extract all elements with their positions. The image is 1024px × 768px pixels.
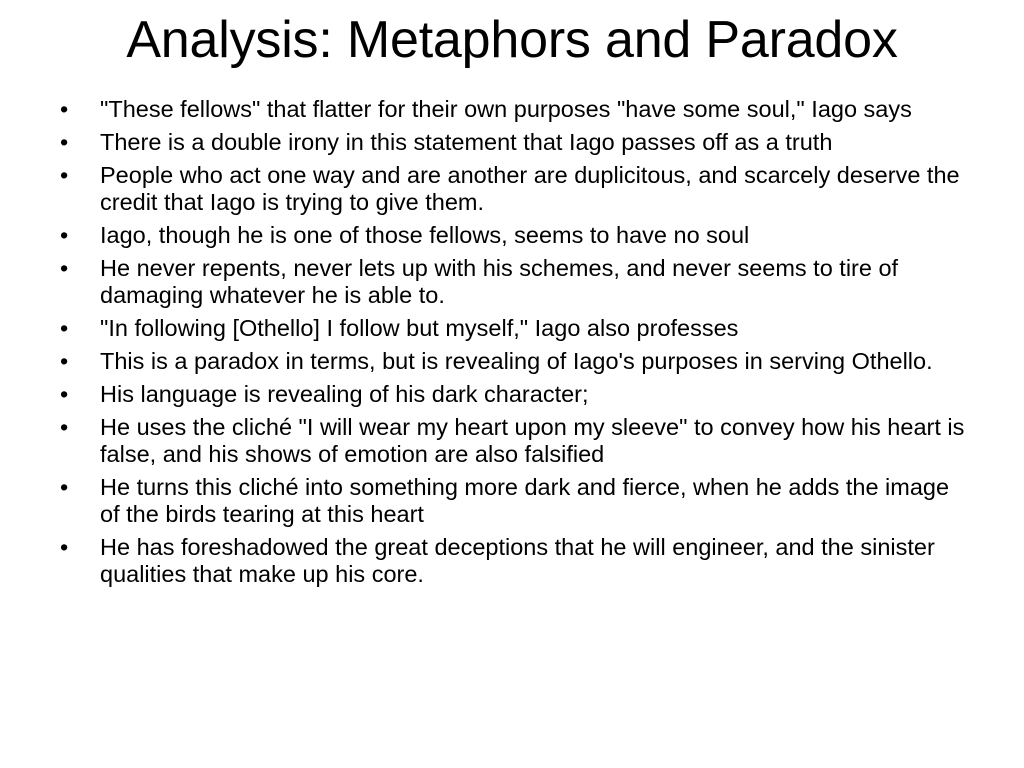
bullet-text: "In following [Othello] I follow but myself," Iago also professes [100, 315, 739, 341]
bullet-icon: • [60, 381, 69, 407]
bullet-icon: • [60, 162, 69, 188]
bullet-text: He never repents, never lets up with his schemes, and never seems to tire of damaging whatever he is able to. [100, 255, 899, 308]
bullet-text: There is a double irony in this statement that Iago passes off as a truth [100, 129, 833, 155]
bullet-text: He uses the cliché "I will wear my heart upon my sleeve" to convey how his heart is false, and his shows of emotion are also falsified [100, 414, 965, 467]
bullet-icon: • [60, 96, 69, 122]
bullet-text: He has foreshadowed the great deceptions that he will engineer, and the sinister qualities that make up his core. [100, 534, 935, 587]
bullet-icon: • [60, 534, 69, 560]
list-item [60, 348, 970, 375]
bullet-text: Iago, though he is one of those fellows, seems to have no soul [100, 222, 750, 248]
list-item [60, 315, 970, 342]
list-item [60, 96, 970, 123]
list-item [60, 255, 970, 309]
list-item [60, 534, 970, 588]
list-item [60, 162, 970, 216]
list-item [60, 222, 970, 249]
bullet-icon: • [60, 315, 69, 341]
bullet-icon: • [60, 255, 69, 281]
bullet-text: He turns this cliché into something more dark and fierce, when he adds the image of the birds tearing at this heart [100, 474, 950, 527]
list-item [60, 381, 970, 408]
list-item [60, 474, 970, 528]
bullet-text: His language is revealing of his dark character; [100, 381, 589, 407]
bullet-text: This is a paradox in terms, but is revealing of Iago's purposes in serving Othello. [100, 348, 933, 374]
slide-title: Analysis: Metaphors and Paradox [126, 11, 898, 69]
bullet-icon: • [60, 222, 69, 248]
bullet-icon: • [60, 129, 69, 155]
bullet-list [60, 96, 970, 594]
bullet-text: "These fellows" that flatter for their own purposes "have some soul," Iago says [100, 96, 912, 122]
list-item [60, 414, 970, 468]
bullet-icon: • [60, 348, 69, 374]
bullet-icon: • [60, 474, 69, 500]
list-item [60, 129, 970, 156]
bullet-text: People who act one way and are another are duplicitous, and scarcely deserve the credit that Iago is trying to give them. [100, 162, 960, 215]
bullet-icon: • [60, 414, 69, 440]
